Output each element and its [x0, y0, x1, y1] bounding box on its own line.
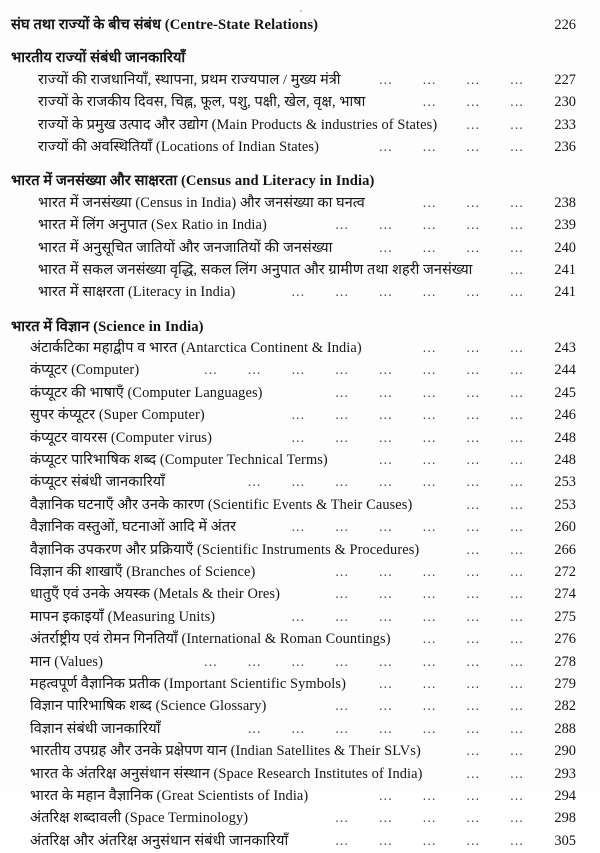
toc-entry-label: राज्यों की अवस्थितियाँ (Locations of Indian States) — [38, 138, 319, 155]
toc-entry-label: भारत के महान वैज्ञानिक (Great Scientists of India) — [30, 787, 309, 804]
dot-leader — [419, 542, 530, 558]
page-number: 294 — [554, 787, 576, 804]
toc-entry-label: सुपर कंप्यूटर (Super Computer) — [30, 407, 205, 424]
leader-dots: ... — [379, 362, 393, 378]
leader-dots: ... — [466, 217, 481, 233]
toc-entry[interactable] — [0, 831, 600, 853]
leader-dots: ... — [466, 194, 481, 210]
page-number: 240 — [554, 239, 576, 256]
leader-dots: ... — [510, 496, 524, 512]
leader-dots: ... — [466, 94, 481, 110]
section-gap — [0, 36, 600, 47]
leader-dots: ... — [510, 720, 524, 736]
leader-dots: ... — [466, 832, 481, 848]
leader-dots: ... — [510, 698, 524, 714]
leader-dots: ... — [510, 138, 524, 154]
leader-dots: ... — [335, 407, 350, 423]
leader-dots: ... — [510, 261, 524, 277]
page-number: 253 — [554, 496, 576, 513]
toc-entry-label: भारत में लिंग अनुपात (Sex Ratio in India) — [38, 217, 267, 234]
leader-dots: ... — [379, 384, 393, 400]
leader-dots: ... — [510, 586, 524, 602]
leader-dots: ... — [379, 832, 393, 848]
dot-leader — [205, 407, 530, 423]
page-number: 248 — [554, 429, 576, 446]
page-number: 266 — [554, 541, 576, 558]
leader-dots: ... — [466, 698, 481, 714]
leader-dots: ... — [379, 429, 393, 445]
dot-leader — [236, 519, 530, 535]
toc-entry[interactable] — [0, 70, 600, 92]
section-gap — [0, 305, 600, 316]
leader-dots: ... — [466, 239, 481, 255]
leader-dots: ... — [335, 384, 350, 400]
leader-dots: ... — [335, 653, 350, 669]
page-number: 241 — [554, 261, 576, 278]
page-number: 233 — [554, 116, 576, 133]
page-number: 298 — [554, 810, 576, 827]
toc-entry-label: महत्वपूर्ण वैज्ञानिक प्रतीक (Important Scientific Symbols) — [30, 675, 346, 692]
leader-dots: ... — [379, 284, 393, 300]
leader-dots: ... — [291, 519, 306, 535]
leader-dots: ... — [379, 138, 393, 154]
page-number: 244 — [554, 362, 576, 379]
leader-dots: ... — [466, 631, 481, 647]
section-heading-label: भारतीय राज्यों संबंधी जानकारियाँ — [11, 50, 186, 67]
leader-dots: ... — [247, 653, 262, 669]
toc-entry-label: विज्ञान संबंधी जानकारियाँ — [30, 720, 161, 737]
leader-dots: ... — [422, 194, 437, 210]
dot-leader — [267, 217, 530, 233]
leader-dots: ... — [510, 743, 524, 759]
toc-entry[interactable] — [0, 674, 600, 696]
toc-entry-label: मान (Values) — [30, 653, 103, 670]
toc-entry-label: वैज्ञानिक वस्तुओं, घटनाओं आदि में अंतर — [30, 519, 237, 536]
leader-dots: ... — [379, 407, 393, 423]
leader-dots: ... — [466, 787, 481, 803]
leader-dots: ... — [466, 586, 481, 602]
section-heading-census-literacy[interactable] — [0, 170, 600, 192]
leader-dots: ... — [422, 675, 437, 691]
section-heading-label: भारत में विज्ञान (Science in India) — [11, 318, 204, 335]
page-number: 288 — [554, 720, 576, 737]
leader-dots: ... — [335, 474, 350, 490]
page-number: 245 — [554, 384, 576, 401]
leader-dots: ... — [466, 519, 481, 535]
toc-entry-label: अंटार्कटिका महाद्वीप व भारत (Antarctica Continent & India) — [30, 340, 362, 357]
dot-leader — [332, 240, 530, 256]
toc-entry[interactable] — [0, 495, 600, 517]
section-heading-centre-state-relations[interactable] — [0, 14, 600, 36]
section-heading-science-in-india[interactable] — [0, 316, 600, 338]
leader-dots: ... — [466, 653, 481, 669]
leader-dots: ... — [379, 452, 393, 468]
toc-entry-label: भारत में अनुसूचित जातियों और जनजातियों की जनसंख्या — [38, 239, 333, 256]
leader-dots: ... — [379, 563, 393, 579]
toc-entry[interactable] — [0, 137, 600, 159]
leader-dots: ... — [379, 653, 393, 669]
toc-entry-label: अंतरिक्ष शब्दावली (Space Terminology) — [30, 810, 249, 827]
leader-dots: ... — [510, 217, 524, 233]
leader-dots: ... — [466, 384, 481, 400]
toc-entry[interactable] — [0, 517, 600, 539]
leader-dots: ... — [510, 384, 524, 400]
leader-dots: ... — [422, 94, 437, 110]
leader-dots: ... — [422, 519, 437, 535]
toc-entry[interactable] — [0, 193, 600, 215]
leader-dots: ... — [510, 832, 524, 848]
leader-dots: ... — [510, 239, 524, 255]
leader-dots: ... — [466, 138, 481, 154]
leader-dots: ... — [335, 720, 350, 736]
leader-dots: ... — [466, 563, 481, 579]
toc-entry[interactable] — [0, 405, 600, 427]
leader-dots: ... — [466, 496, 481, 512]
toc-entry-label: वैज्ञानिक उपकरण और प्रक्रियाएँ (Scientific Instruments & Procedures) — [30, 541, 420, 558]
leader-dots: ... — [379, 787, 393, 803]
dot-leader — [215, 609, 530, 625]
leader-dots: ... — [379, 586, 393, 602]
toc-entry[interactable] — [0, 584, 600, 606]
page-number: 227 — [554, 71, 576, 88]
toc-entry[interactable] — [0, 607, 600, 629]
leader-dots: ... — [510, 474, 524, 490]
dot-leader — [139, 362, 530, 378]
leader-dots: ... — [422, 563, 437, 579]
dot-leader — [308, 788, 530, 804]
leader-dots: ... — [422, 586, 437, 602]
leader-dots: ... — [510, 810, 524, 826]
leader-dots: ... — [335, 284, 350, 300]
dot-leader — [288, 833, 530, 849]
dot-leader — [319, 139, 530, 155]
leader-dots: ... — [379, 474, 393, 490]
leader-dots: ... — [466, 675, 481, 691]
toc-entry-label: राज्यों की राजधानियाँ, स्थापना, प्रथम राज्यपाल / मुख्य मंत्री — [38, 71, 341, 88]
section-heading-indian-states-info[interactable] — [0, 47, 600, 69]
leader-dots: ... — [379, 810, 393, 826]
page-number: 226 — [554, 17, 576, 33]
toc-entry-label: भारत में साक्षरता (Literacy in India) — [38, 284, 236, 301]
leader-dots: ... — [422, 720, 437, 736]
leader-dots: ... — [335, 362, 350, 378]
toc-entry[interactable] — [0, 360, 600, 382]
toc-entry-label: भारतीय उपग्रह और उनके प्रक्षेपण यान (Indian Satellites & Their SLVs) — [30, 743, 421, 760]
page-number: 230 — [554, 94, 576, 111]
dot-leader — [235, 284, 530, 300]
toc-entry[interactable] — [0, 540, 600, 562]
leader-dots: ... — [466, 340, 481, 356]
toc-entry[interactable] — [0, 764, 600, 786]
leader-dots: ... — [510, 362, 524, 378]
leader-dots: ... — [422, 631, 437, 647]
leader-dots: ... — [510, 429, 524, 445]
leader-dots: ... — [422, 452, 437, 468]
dot-leader — [437, 117, 530, 133]
leader-dots: ... — [335, 608, 350, 624]
page-number: 282 — [554, 698, 576, 715]
leader-dots: ... — [422, 810, 437, 826]
toc-entry[interactable] — [0, 696, 600, 718]
scan-speck — [300, 10, 302, 12]
leader-dots: ... — [510, 284, 524, 300]
toc-entry[interactable] — [0, 652, 600, 674]
leader-dots: ... — [291, 608, 306, 624]
page-number: 290 — [554, 743, 576, 760]
page-number: 238 — [554, 194, 576, 211]
leader-dots: ... — [466, 743, 481, 759]
leader-dots: ... — [422, 362, 437, 378]
leader-dots: ... — [422, 653, 437, 669]
dot-leader — [103, 654, 530, 670]
leader-dots: ... — [335, 519, 350, 535]
toc-entry-label: मापन इकाइयाँ (Measuring Units) — [30, 608, 216, 625]
toc-entry-label: कंप्यूटर वायरस (Computer virus) — [30, 429, 212, 446]
leader-dots: ... — [466, 429, 481, 445]
leader-dots: ... — [379, 675, 393, 691]
leader-dots: ... — [291, 362, 306, 378]
toc-entry[interactable] — [0, 428, 600, 450]
page-number: 246 — [554, 407, 576, 424]
leader-dots: ... — [379, 608, 393, 624]
leader-dots: ... — [466, 284, 481, 300]
dot-leader — [391, 631, 530, 647]
leader-dots: ... — [335, 563, 350, 579]
section-heading-label: भारत में जनसंख्या और साक्षरता (Census and Literacy in India) — [11, 173, 375, 190]
toc-entry-label: वैज्ञानिक घटनाएँ और उनके कारण (Scientific Events & Their Causes) — [30, 496, 413, 513]
leader-dots: ... — [466, 71, 481, 87]
leader-dots: ... — [510, 519, 524, 535]
leader-dots: ... — [422, 787, 437, 803]
leader-dots: ... — [247, 474, 262, 490]
leader-dots: ... — [379, 217, 393, 233]
leader-dots: ... — [379, 698, 393, 714]
dot-leader — [365, 195, 530, 211]
page-number: 276 — [554, 631, 576, 648]
toc-entry[interactable] — [0, 741, 600, 763]
leader-dots: ... — [379, 720, 393, 736]
dot-leader — [362, 340, 530, 356]
leader-dots: ... — [422, 284, 437, 300]
dot-leader — [266, 698, 530, 714]
dot-leader — [165, 474, 530, 490]
leader-dots: ... — [247, 362, 262, 378]
toc-entry[interactable] — [0, 92, 600, 114]
toc-entry-label: विज्ञान की शाखाएँ (Branches of Science) — [30, 563, 256, 580]
toc-entry-label: राज्यों के प्रमुख उत्पाद और उद्योग (Main Products & industries of States) — [38, 116, 438, 133]
leader-dots: ... — [510, 787, 524, 803]
leader-dots: ... — [422, 340, 437, 356]
toc-entry[interactable] — [0, 238, 600, 260]
leader-dots: ... — [379, 239, 393, 255]
leader-dots: ... — [510, 631, 524, 647]
page-number: 305 — [554, 832, 576, 849]
toc-entry-label: राज्यों के राजकीय दिवस, चिह्न, फूल, पशु, पक्षी, खेल, वृक्ष, भाषा — [38, 94, 366, 111]
toc-entry-label: विज्ञान पारिभाषिक शब्द (Science Glossary) — [30, 698, 267, 715]
page-number: 274 — [554, 586, 576, 603]
leader-dots: ... — [510, 608, 524, 624]
leader-dots: ... — [335, 832, 350, 848]
section-gap — [0, 159, 600, 170]
toc-entry-label: अंतरिक्ष और अंतरिक्ष अनुसंधान संबंधी जानकारियाँ — [30, 832, 289, 849]
dot-leader — [280, 586, 530, 602]
leader-dots: ... — [466, 608, 481, 624]
toc-entry-label: कंप्यूटर पारिभाषिक शब्द (Computer Technical Terms) — [30, 452, 328, 469]
leader-dots: ... — [466, 474, 481, 490]
leader-dots: ... — [422, 474, 437, 490]
leader-dots: ... — [466, 407, 481, 423]
toc-entry[interactable] — [0, 450, 600, 472]
leader-dots: ... — [466, 362, 481, 378]
leader-dots: ... — [291, 474, 306, 490]
leader-dots: ... — [422, 407, 437, 423]
leader-dots: ... — [422, 239, 437, 255]
leader-dots: ... — [335, 698, 350, 714]
toc-entry-label: भारत में जनसंख्या (Census in India) और जनसंख्या का घनत्व — [38, 194, 365, 211]
page-number: 260 — [554, 519, 576, 536]
toc-entry[interactable] — [0, 260, 600, 282]
toc-entry[interactable] — [0, 719, 600, 741]
leader-dots: ... — [510, 407, 524, 423]
page-number: 293 — [554, 765, 576, 782]
leader-dots: ... — [466, 765, 481, 781]
toc-entry[interactable] — [0, 786, 600, 808]
leader-dots: ... — [379, 519, 393, 535]
leader-dots: ... — [422, 384, 437, 400]
toc-entry[interactable] — [0, 282, 600, 304]
page-number: 272 — [554, 563, 576, 580]
dot-leader — [341, 72, 530, 88]
leader-dots: ... — [291, 429, 306, 445]
leader-dots: ... — [379, 71, 393, 87]
dot-leader — [365, 94, 530, 110]
toc-entry[interactable] — [0, 808, 600, 830]
leader-dots: ... — [291, 284, 306, 300]
leader-dots: ... — [466, 116, 481, 132]
dot-leader — [248, 810, 530, 826]
leader-dots: ... — [510, 765, 524, 781]
table-of-contents — [0, 14, 600, 853]
page-number: 248 — [554, 452, 576, 469]
toc-entry-label: धातुएँ एवं उनके अयस्क (Metals & their Ores) — [30, 586, 280, 603]
leader-dots: ... — [466, 541, 481, 557]
leader-dots: ... — [291, 653, 306, 669]
page-number: 236 — [554, 138, 576, 155]
page-number: 243 — [554, 340, 576, 357]
toc-entry[interactable] — [0, 472, 600, 494]
leader-dots: ... — [204, 653, 218, 669]
dot-leader — [212, 430, 530, 446]
toc-entry[interactable] — [0, 629, 600, 651]
toc-entry[interactable] — [0, 338, 600, 360]
leader-dots: ... — [291, 407, 306, 423]
page-number: 279 — [554, 675, 576, 692]
dot-leader — [255, 564, 530, 580]
page-number: 241 — [554, 284, 576, 301]
toc-entry[interactable] — [0, 383, 600, 405]
toc-entry[interactable] — [0, 562, 600, 584]
toc-entry-label: कंप्यूटर की भाषाएँ (Computer Languages) — [30, 384, 263, 401]
leader-dots: ... — [422, 608, 437, 624]
leader-dots: ... — [422, 429, 437, 445]
leader-dots: ... — [466, 452, 481, 468]
toc-entry-label: कंप्यूटर (Computer) — [30, 362, 140, 379]
leader-dots: ... — [510, 94, 524, 110]
dot-leader — [346, 676, 530, 692]
leader-dots: ... — [422, 217, 437, 233]
toc-entry-label: अंतर्राष्ट्रीय एवं रोमन गिनतियाँ (International & Roman Countings) — [30, 631, 391, 648]
leader-dots: ... — [204, 362, 218, 378]
leader-dots: ... — [247, 720, 262, 736]
page-number: 239 — [554, 217, 576, 234]
dot-leader — [423, 766, 530, 782]
toc-entry-label: कंप्यूटर संबंधी जानकारियाँ — [30, 474, 165, 491]
leader-dots: ... — [422, 138, 437, 154]
toc-entry[interactable] — [0, 115, 600, 137]
toc-entry-label: भारत के अंतरिक्ष अनुसंधान संस्थान (Space Research Institutes of India) — [30, 765, 423, 782]
section-heading-label: संघ तथा राज्यों के बीच संबंध (Centre-State Relations) — [11, 17, 319, 33]
leader-dots: ... — [510, 116, 524, 132]
leader-dots: ... — [335, 217, 350, 233]
dot-leader — [161, 721, 530, 737]
page-number: 253 — [554, 474, 576, 491]
leader-dots: ... — [510, 340, 524, 356]
leader-dots: ... — [422, 832, 437, 848]
leader-dots: ... — [510, 541, 524, 557]
leader-dots: ... — [466, 810, 481, 826]
leader-dots: ... — [510, 71, 524, 87]
leader-dots: ... — [510, 563, 524, 579]
dot-leader — [421, 743, 530, 759]
leader-dots: ... — [335, 810, 350, 826]
leader-dots: ... — [466, 720, 481, 736]
page-number: 278 — [554, 653, 576, 670]
leader-dots: ... — [422, 71, 437, 87]
leader-dots: ... — [335, 429, 350, 445]
dot-leader — [263, 385, 530, 401]
leader-dots: ... — [510, 653, 524, 669]
toc-entry-label: भारत में सकल जनसंख्या वृद्धि, सकल लिंग अनुपात और ग्रामीण तथा शहरी जनसंख्या — [38, 261, 473, 278]
leader-dots: ... — [510, 675, 524, 691]
page-number: 275 — [554, 608, 576, 625]
leader-dots: ... — [291, 720, 306, 736]
leader-dots: ... — [422, 698, 437, 714]
dot-leader — [473, 262, 530, 278]
dot-leader — [412, 497, 530, 513]
dot-leader — [328, 452, 530, 468]
leader-dots: ... — [335, 586, 350, 602]
toc-entry[interactable] — [0, 215, 600, 237]
leader-dots: ... — [510, 452, 524, 468]
leader-dots: ... — [510, 194, 524, 210]
